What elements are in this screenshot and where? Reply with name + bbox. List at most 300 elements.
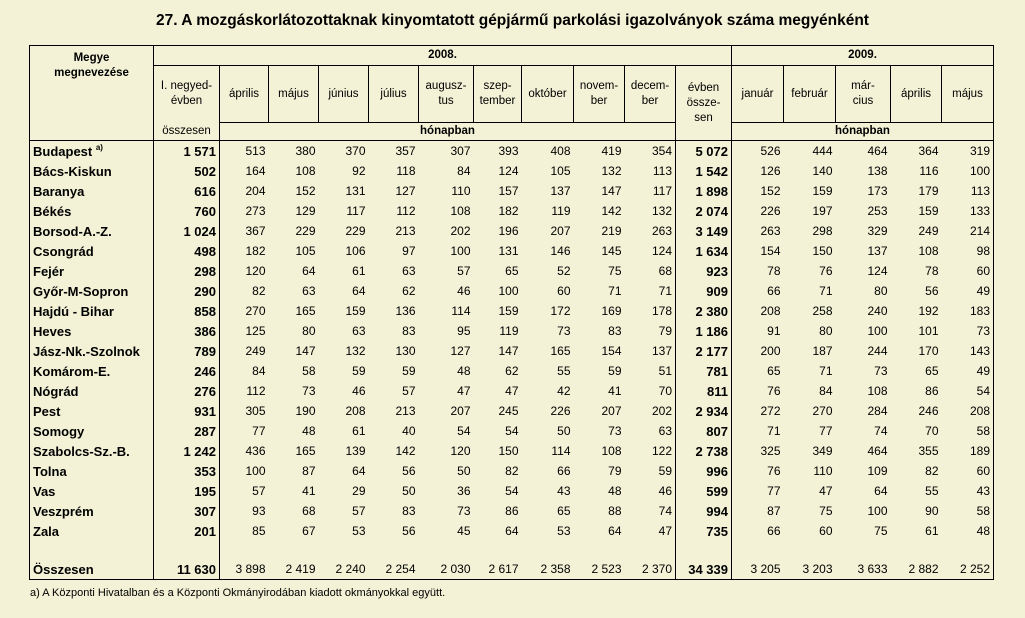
month-value-cell: 47 — [658, 524, 672, 538]
month-value-cell: 43 — [557, 484, 571, 498]
month-header: április — [891, 66, 942, 123]
month-value-cell: 113 — [652, 164, 672, 178]
month-value-cell: 110 — [813, 464, 833, 478]
month-value-cell: 73 — [302, 384, 316, 398]
month-value-cell: 65 — [505, 264, 519, 278]
month-value-cell: 263 — [732, 221, 784, 241]
month-value-cell: 192 — [918, 304, 939, 318]
month-value-cell: 100 — [942, 161, 994, 181]
month-value-cell: 87 — [732, 501, 784, 521]
table-body — [30, 141, 994, 580]
month-value-cell: 263 — [651, 224, 672, 238]
month-value-cell: 48 — [608, 484, 622, 498]
county-name: Baranya — [30, 181, 154, 201]
month-value-cell: 182 — [220, 241, 269, 261]
month-value-cell: 307 — [419, 141, 474, 162]
month-value-cell: 298 — [812, 224, 833, 238]
month-value-cell: 2 523 — [574, 559, 625, 580]
month-value-cell: 408 — [522, 141, 574, 162]
month-value-cell: 77 — [819, 424, 833, 438]
month-value-cell: 65 — [732, 361, 784, 381]
month-value-cell: 97 — [402, 244, 416, 258]
year-total-cell: 3 149 — [676, 221, 732, 241]
month-value-cell: 59 — [608, 364, 622, 378]
county-name: Zala — [30, 521, 154, 541]
month-value-cell: 106 — [345, 244, 366, 258]
month-value-cell: 444 — [784, 141, 836, 162]
month-value-cell: 76 — [819, 264, 833, 278]
month-value-cell: 75 — [819, 504, 833, 518]
month-value-cell: 71 — [608, 284, 622, 298]
month-value-cell: 131 — [345, 184, 366, 198]
month-value-cell: 75 — [608, 264, 622, 278]
month-value-cell: 150 — [498, 444, 519, 458]
month-value-cell: 90 — [925, 504, 939, 518]
month-value-cell: 270 — [812, 404, 833, 418]
month-value-cell: 273 — [220, 201, 269, 221]
month-value-cell: 258 — [812, 304, 833, 318]
month-value-cell: 2 358 — [522, 559, 574, 580]
month-value-cell: 92 — [352, 164, 366, 178]
month-header: decem- ber — [625, 66, 676, 123]
month-value-cell: 464 — [836, 141, 891, 162]
month-value-cell: 73 — [608, 424, 622, 438]
month-value-cell: 100 — [867, 504, 888, 518]
month-value-cell: 73 — [942, 321, 994, 341]
month-value-cell: 68 — [302, 504, 316, 518]
month-value-cell: 108 — [918, 244, 939, 258]
month-value-cell: 207 — [550, 224, 571, 238]
month-value-cell: 43 — [942, 481, 994, 501]
month-value-cell: 52 — [557, 264, 571, 278]
month-value-cell: 125 — [220, 321, 269, 341]
month-value-cell: 2 030 — [419, 559, 474, 580]
month-value-cell: 80 — [874, 284, 888, 298]
q1-total-cell: 1 242 — [154, 441, 220, 461]
q1-total-cell: 287 — [154, 421, 220, 441]
county-name: Budapest $^{a)}$ — [30, 141, 154, 162]
month-value-cell: 51 — [658, 364, 672, 378]
month-header: már- cius — [836, 66, 891, 123]
month-value-cell: 146 — [550, 244, 571, 258]
month-value-cell: 82 — [220, 281, 269, 301]
month-value-cell: 159 — [345, 304, 366, 318]
month-value-cell: 169 — [601, 304, 622, 318]
month-value-cell: 60 — [942, 461, 994, 481]
month-value-cell: 165 — [295, 444, 316, 458]
month-value-cell: 213 — [395, 224, 416, 238]
month-value-cell: 84 — [457, 164, 471, 178]
month-value-cell: 49 — [942, 361, 994, 381]
county-name: Borsod-A.-Z. — [30, 221, 154, 241]
month-value-cell: 145 — [601, 244, 622, 258]
month-value-cell: 61 — [352, 424, 366, 438]
month-value-cell: 436 — [220, 441, 269, 461]
month-value-cell: 65 — [925, 364, 939, 378]
table-row — [30, 441, 994, 461]
month-header: május — [942, 66, 994, 123]
year-total-cell: 1 634 — [676, 241, 732, 261]
county-name: Csongrád — [30, 241, 154, 261]
month-value-cell: 50 — [457, 464, 471, 478]
county-name: Győr-M-Sopron — [30, 281, 154, 301]
month-value-cell: 59 — [352, 364, 366, 378]
month-value-cell: 325 — [732, 441, 784, 461]
month-value-cell: 64 — [505, 524, 519, 538]
year-total-cell: 1 542 — [676, 161, 732, 181]
month-value-cell: 71 — [819, 284, 833, 298]
month-value-cell: 226 — [732, 201, 784, 221]
month-value-cell: 59 — [658, 464, 672, 478]
month-value-cell: 83 — [402, 324, 416, 338]
month-value-cell: 80 — [302, 324, 316, 338]
month-value-cell: 132 — [345, 344, 366, 358]
year-total-cell: 599 — [676, 481, 732, 501]
month-value-cell: 249 — [220, 341, 269, 361]
month-value-cell: 189 — [942, 441, 994, 461]
month-value-cell: 208 — [345, 404, 366, 418]
month-value-cell: 129 — [295, 204, 316, 218]
year-total-cell: 996 — [676, 461, 732, 481]
year-total-cell: 1 898 — [676, 181, 732, 201]
month-value-cell: 71 — [658, 284, 672, 298]
month-value-cell: 49 — [942, 281, 994, 301]
month-value-cell: 464 — [867, 444, 888, 458]
month-value-cell: 86 — [505, 504, 519, 518]
month-value-cell: 179 — [918, 184, 939, 198]
month-value-cell: 74 — [658, 504, 672, 518]
month-value-cell: 124 — [651, 244, 672, 258]
table-row — [30, 181, 994, 201]
month-value-cell: 240 — [867, 304, 888, 318]
month-value-cell: 131 — [498, 244, 519, 258]
month-value-cell: 85 — [220, 521, 269, 541]
month-value-cell: 118 — [396, 164, 416, 178]
year-total-cell: 2 738 — [676, 441, 732, 461]
month-header: május — [269, 66, 319, 123]
year-total-cell: 2 177 — [676, 341, 732, 361]
month-value-cell: 244 — [867, 344, 888, 358]
month-value-cell: 45 — [457, 524, 471, 538]
month-value-cell: 183 — [942, 301, 994, 321]
month-value-cell: 152 — [732, 181, 784, 201]
month-value-cell: 46 — [658, 484, 672, 498]
month-value-cell: 70 — [658, 384, 672, 398]
year-total-cell: 2 074 — [676, 201, 732, 221]
table-row — [30, 481, 994, 501]
month-value-cell: 204 — [220, 181, 269, 201]
month-value-cell: 56 — [402, 464, 416, 478]
month-value-cell: 2 252 — [942, 559, 994, 580]
month-value-cell: 133 — [942, 201, 994, 221]
table-row — [30, 381, 994, 401]
month-value-cell: 226 — [550, 404, 571, 418]
month-value-cell: 54 — [942, 381, 994, 401]
table-row — [30, 461, 994, 481]
month-value-cell: 117 — [652, 184, 672, 198]
table-row — [30, 521, 994, 541]
q1-total-cell: 789 — [154, 341, 220, 361]
month-value-cell: 117 — [346, 204, 366, 218]
month-value-cell: 126 — [732, 161, 784, 181]
month-value-cell: 110 — [451, 184, 471, 198]
month-value-cell: 101 — [918, 324, 939, 338]
q1-total-cell: 201 — [154, 521, 220, 541]
month-value-cell: 513 — [220, 141, 269, 162]
county-name: Nógrád — [30, 381, 154, 401]
month-value-cell: 61 — [352, 264, 366, 278]
month-value-cell: 46 — [352, 384, 366, 398]
month-value-cell: 284 — [867, 404, 888, 418]
per-month-header: hónapban — [220, 123, 676, 141]
month-value-cell: 124 — [867, 264, 888, 278]
month-value-cell: 270 — [220, 301, 269, 321]
month-value-cell: 36 — [457, 484, 471, 498]
month-value-cell: 152 — [295, 184, 316, 198]
year-total-cell: 909 — [676, 281, 732, 301]
month-value-cell: 2 882 — [891, 559, 942, 580]
month-value-cell: 2 240 — [319, 559, 369, 580]
q1-total-cell: 276 — [154, 381, 220, 401]
table-header — [30, 46, 994, 141]
month-value-cell: 2 254 — [369, 559, 419, 580]
month-value-cell: 132 — [601, 164, 622, 178]
month-value-cell: 113 — [942, 181, 994, 201]
q1-total-cell: 307 — [154, 501, 220, 521]
month-value-cell: 64 — [608, 524, 622, 538]
month-value-cell: 208 — [942, 401, 994, 421]
month-value-cell: 355 — [918, 444, 939, 458]
month-header: október — [522, 66, 574, 123]
year-2009-header: 2009. — [732, 46, 994, 66]
month-value-cell: 93 — [220, 501, 269, 521]
month-value-cell: 80 — [819, 324, 833, 338]
month-value-cell: 64 — [874, 484, 888, 498]
q1-total-cell: 386 — [154, 321, 220, 341]
month-value-cell: 105 — [550, 164, 571, 178]
q1-total-cell: 353 — [154, 461, 220, 481]
month-value-cell: 76 — [732, 461, 784, 481]
month-value-cell: 48 — [302, 424, 316, 438]
month-value-cell: 202 — [450, 224, 471, 238]
month-value-cell: 83 — [402, 504, 416, 518]
per-month-header: hónapban — [732, 123, 994, 141]
month-value-cell: 62 — [505, 364, 519, 378]
month-header: július — [369, 66, 419, 123]
county-name: Pest — [30, 401, 154, 421]
q1-header: I. negyed- évben — [154, 66, 220, 123]
month-value-cell: 3 203 — [784, 559, 836, 580]
month-value-cell: 79 — [658, 324, 672, 338]
month-value-cell: 119 — [499, 324, 519, 338]
month-value-cell: 64 — [352, 284, 366, 298]
month-value-cell: 70 — [925, 424, 939, 438]
month-value-cell: 305 — [220, 401, 269, 421]
footnote-marker: a) — [95, 142, 103, 152]
month-value-cell: 57 — [352, 504, 366, 518]
month-value-cell: 78 — [925, 264, 939, 278]
month-value-cell: 200 — [732, 341, 784, 361]
month-value-cell: 329 — [867, 224, 888, 238]
q1-total-cell: 498 — [154, 241, 220, 261]
year-total-cell: 34 339 — [676, 559, 732, 580]
month-value-cell: 370 — [319, 141, 369, 162]
q1-total-cell: 246 — [154, 361, 220, 381]
month-value-cell: 229 — [295, 224, 316, 238]
month-value-cell: 73 — [874, 364, 888, 378]
month-value-cell: 40 — [402, 424, 416, 438]
month-value-cell: 83 — [608, 324, 622, 338]
month-value-cell: 207 — [450, 404, 471, 418]
month-value-cell: 137 — [651, 344, 672, 358]
month-value-cell: 140 — [812, 164, 833, 178]
month-value-cell: 100 — [498, 284, 519, 298]
month-value-cell: 98 — [942, 241, 994, 261]
month-value-cell: 142 — [395, 444, 416, 458]
month-value-cell: 173 — [867, 184, 888, 198]
month-value-cell: 41 — [302, 484, 316, 498]
month-value-cell: 164 — [220, 161, 269, 181]
month-value-cell: 47 — [819, 484, 833, 498]
month-value-cell: 178 — [651, 304, 672, 318]
month-value-cell: 66 — [732, 521, 784, 541]
county-header: Megye megnevezése — [30, 46, 154, 141]
month-value-cell: 41 — [608, 384, 622, 398]
month-value-cell: 112 — [220, 381, 269, 401]
month-value-cell: 159 — [918, 204, 939, 218]
month-value-cell: 56 — [925, 284, 939, 298]
month-value-cell: 229 — [345, 224, 366, 238]
table-row — [30, 201, 994, 221]
month-value-cell: 64 — [352, 464, 366, 478]
table-row — [30, 321, 994, 341]
month-value-cell: 55 — [925, 484, 939, 498]
month-value-cell: 50 — [402, 484, 416, 498]
table-row — [30, 559, 994, 580]
month-value-cell: 190 — [295, 404, 316, 418]
year-total-cell: 807 — [676, 421, 732, 441]
month-value-cell: 187 — [812, 344, 833, 358]
q1-total-cell: 11 630 — [154, 559, 220, 580]
month-value-cell: 63 — [658, 424, 672, 438]
year-total-cell: 5 072 — [676, 141, 732, 162]
county-name: Jász-Nk.-Szolnok — [30, 341, 154, 361]
county-name: Veszprém — [30, 501, 154, 521]
month-value-cell: 165 — [295, 304, 316, 318]
month-value-cell: 132 — [651, 204, 672, 218]
county-name: Fejér — [30, 261, 154, 281]
table-row — [30, 281, 994, 301]
month-value-cell: 246 — [918, 404, 939, 418]
month-value-cell: 2 419 — [269, 559, 319, 580]
month-value-cell: 58 — [942, 421, 994, 441]
month-header: január — [732, 66, 784, 123]
month-value-cell: 57 — [402, 384, 416, 398]
month-value-cell: 53 — [557, 524, 571, 538]
month-value-cell: 147 — [295, 344, 316, 358]
month-value-cell: 55 — [557, 364, 571, 378]
month-value-cell: 42 — [557, 384, 571, 398]
month-value-cell: 182 — [498, 204, 519, 218]
month-value-cell: 78 — [732, 261, 784, 281]
month-value-cell: 139 — [345, 444, 366, 458]
month-value-cell: 393 — [474, 141, 522, 162]
month-header: augusz- tus — [419, 66, 474, 123]
month-value-cell: 150 — [812, 244, 833, 258]
month-value-cell: 419 — [574, 141, 625, 162]
month-value-cell: 207 — [601, 404, 622, 418]
q1-total-cell: 195 — [154, 481, 220, 501]
table-row — [30, 341, 994, 361]
month-header: február — [784, 66, 836, 123]
month-value-cell: 82 — [925, 464, 939, 478]
month-value-cell: 64 — [302, 264, 316, 278]
county-name: Hajdú - Bihar — [30, 301, 154, 321]
table-row — [30, 401, 994, 421]
year-total-cell: 2 380 — [676, 301, 732, 321]
county-name: Heves — [30, 321, 154, 341]
month-value-cell: 108 — [867, 384, 888, 398]
month-value-cell: 319 — [942, 141, 994, 162]
month-value-cell: 77 — [732, 481, 784, 501]
parking-permit-table — [29, 45, 994, 580]
footnote: a) A Központi Hivatalban és a Központi Okmányirodában kiadott okmányokkal együtt. — [30, 587, 446, 599]
year-total-cell: 923 — [676, 261, 732, 281]
month-value-cell: 60 — [819, 524, 833, 538]
month-value-cell: 76 — [732, 381, 784, 401]
month-value-cell: 127 — [395, 184, 416, 198]
month-value-cell: 367 — [220, 221, 269, 241]
year-2008-header: 2008. — [154, 46, 732, 66]
month-value-cell: 63 — [302, 284, 316, 298]
month-value-cell: 84 — [819, 384, 833, 398]
month-value-cell: 3 633 — [836, 559, 891, 580]
month-value-cell: 170 — [918, 344, 939, 358]
month-value-cell: 142 — [601, 204, 622, 218]
month-header: szep- tember — [474, 66, 522, 123]
year-total-cell: 811 — [676, 381, 732, 401]
month-value-cell: 214 — [942, 221, 994, 241]
month-value-cell: 79 — [608, 464, 622, 478]
q1-total-cell: 298 — [154, 261, 220, 281]
year-total-cell: 994 — [676, 501, 732, 521]
county-name: Összesen — [30, 559, 154, 580]
month-value-cell: 87 — [302, 464, 316, 478]
month-value-cell: 57 — [457, 264, 471, 278]
year-total-header: évben össze- sen — [676, 66, 732, 141]
month-value-cell: 114 — [551, 444, 571, 458]
table-title: 27. A mozgáskorlátozottaknak kinyomtatott gépjármű parkolási igazolványok száma megyénként — [156, 12, 869, 29]
q1-total-cell: 616 — [154, 181, 220, 201]
month-value-cell: 100 — [867, 324, 888, 338]
month-value-cell: 119 — [551, 204, 571, 218]
q1-total-cell: 502 — [154, 161, 220, 181]
month-value-cell: 108 — [601, 444, 622, 458]
table-row — [30, 161, 994, 181]
month-value-cell: 60 — [942, 261, 994, 281]
county-name: Békés — [30, 201, 154, 221]
month-value-cell: 172 — [550, 304, 571, 318]
month-value-cell: 526 — [732, 141, 784, 162]
month-value-cell: 272 — [732, 401, 784, 421]
month-value-cell: 66 — [732, 281, 784, 301]
month-value-cell: 59 — [402, 364, 416, 378]
table-row — [30, 301, 994, 321]
month-value-cell: 100 — [450, 244, 471, 258]
month-value-cell: 50 — [557, 424, 571, 438]
month-value-cell: 143 — [942, 341, 994, 361]
month-value-cell: 75 — [874, 524, 888, 538]
